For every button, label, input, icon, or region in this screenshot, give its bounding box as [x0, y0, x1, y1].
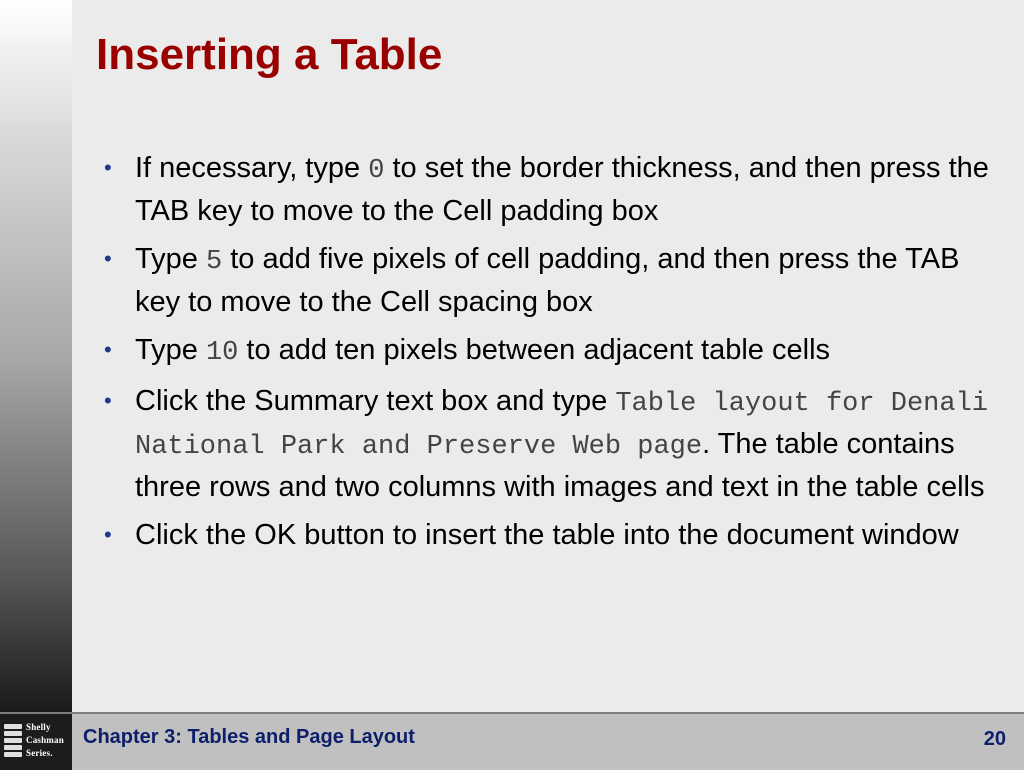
chapter-title: Chapter 3: Tables and Page Layout: [83, 726, 415, 748]
bullet-icon: •: [104, 522, 112, 547]
bullet-item: [104, 239, 999, 322]
body-text: to add five pixels of cell padding, and then press the TAB key to move to the Cell spacing box: [135, 243, 960, 318]
body-text: Type: [135, 243, 206, 275]
bullet-icon: •: [104, 337, 112, 362]
page-number: 20: [983, 728, 1006, 750]
body-text: Click the OK button to insert the table into the document window: [135, 519, 959, 551]
bullet-icon: •: [104, 388, 112, 413]
code-text: Table layout for Denali National Park and Preserve Web page: [135, 389, 988, 462]
bullet-item: [104, 381, 999, 507]
books-icon: [4, 724, 22, 758]
code-text: 5: [205, 247, 223, 277]
bullet-text: [135, 519, 959, 551]
body-text: Click the Summary text box and type: [135, 385, 616, 417]
slide-footer: [0, 712, 1024, 770]
bullet-icon: •: [104, 246, 112, 271]
body-text: . The table contains three rows and two columns with images and text in the table cells: [135, 428, 985, 503]
code-text: 10: [205, 338, 239, 368]
sidebar-gradient: [0, 0, 72, 712]
bullet-text: [135, 152, 989, 227]
slide-title: Inserting a Table: [96, 30, 443, 79]
bullet-list: [104, 148, 999, 563]
bullet-item: [104, 515, 999, 555]
logo-text: Shelly Cashman Series.: [26, 722, 64, 758]
body-text: to set the border thickness, and then press the TAB key to move to the Cell padding box: [135, 152, 989, 227]
body-text: Type: [135, 334, 206, 366]
bullet-text: [135, 385, 988, 503]
bullet-item: [104, 148, 999, 231]
bullet-item: [104, 330, 999, 373]
bullet-text: [135, 334, 830, 366]
body-text: to add ten pixels between adjacent table cells: [238, 334, 831, 366]
shelly-cashman-logo: [0, 714, 72, 770]
code-text: 0: [368, 156, 385, 186]
bullet-text: [135, 243, 959, 318]
bullet-icon: •: [104, 155, 112, 180]
body-text: If necessary, type: [135, 152, 369, 184]
